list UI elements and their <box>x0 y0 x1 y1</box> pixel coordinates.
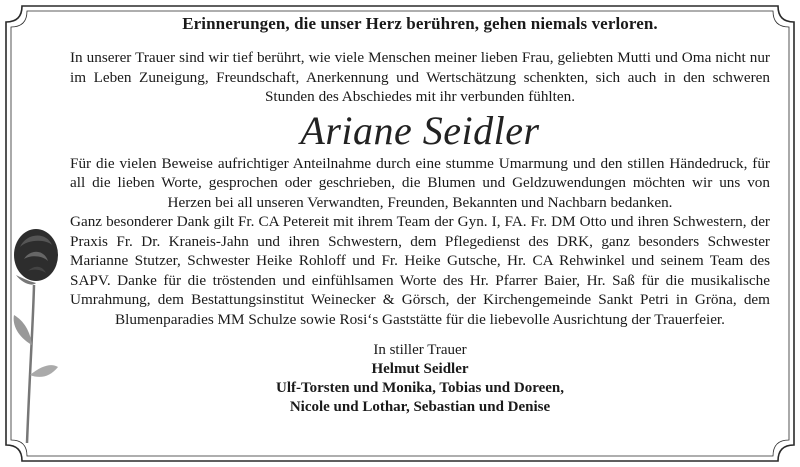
notice-content <box>70 14 770 417</box>
intro-paragraph: In unserer Trauer sind wir tief berührt, wie viele Menschen meiner lieben Frau, geliebten Mutti und Oma nicht nur im Leben Zuneigung, Freundschaft, Anerkennung und Wertschätzung schenkten, sich auch in den schweren Stunden des Abschiedes mit ihr verbunden fühlten. <box>70 49 770 105</box>
signature-line-2: Helmut Seidler <box>371 361 469 377</box>
signature-line-3: Ulf-Torsten und Monika, Tobias und Doreen, <box>275 380 564 396</box>
thanks-paragraph-1: Für die vielen Beweise aufrichtiger Anteilnahme durch eine stumme Umarmung und den stillen Händedruck, für all die lieben Worte, gesprochen oder geschrieben, die Blumen und Geldzuwendungen möchten wir uns von Herzen bei all unseren Verwandten, Freunden, Bekannten und Nachbarn bedanken. <box>70 154 770 211</box>
rose-icon <box>6 225 66 445</box>
signature-line-4: Nicole und Lothar, Sebastian und Denise <box>289 399 551 415</box>
signature-block <box>70 341 770 417</box>
thanks-paragraph-2: Ganz besonderer Dank gilt Fr. CA Petereit mit ihrem Team der Gyn. I, FA. Fr. DM Otto und ihren Schwestern, der Praxis Fr. Dr. Kraneis-Jahn und ihren Schwestern, dem Pflegedienst des DRK, ganz besonders Schwester Marianne Stutzer, Schwester Heike Rohloff und Fr. Heike Gutsche, Hr. CA Rehwinkel und seinem Team des SAPV. Danke für die tröstenden und einfühlsamen Worte des Hr. Pfarrer Baier, Hr. Saß für die musikalische Umrahmung, dem Bestattungsinstitut Weinecker & Görsch, der Kirchengemeinde Sankt Petri in Gröna, dem Blumenparadies MM Schulze sowie Rosi‘s Gaststätte für die liebevolle Ausrichtung der Trauerfeier. <box>70 213 770 328</box>
signature-line-1: In stiller Trauer <box>373 342 467 358</box>
deceased-name: Ariane Seidler <box>300 107 540 153</box>
headline: Erinnerungen, die unser Herz berühren, gehen niemals verloren. <box>182 14 658 33</box>
